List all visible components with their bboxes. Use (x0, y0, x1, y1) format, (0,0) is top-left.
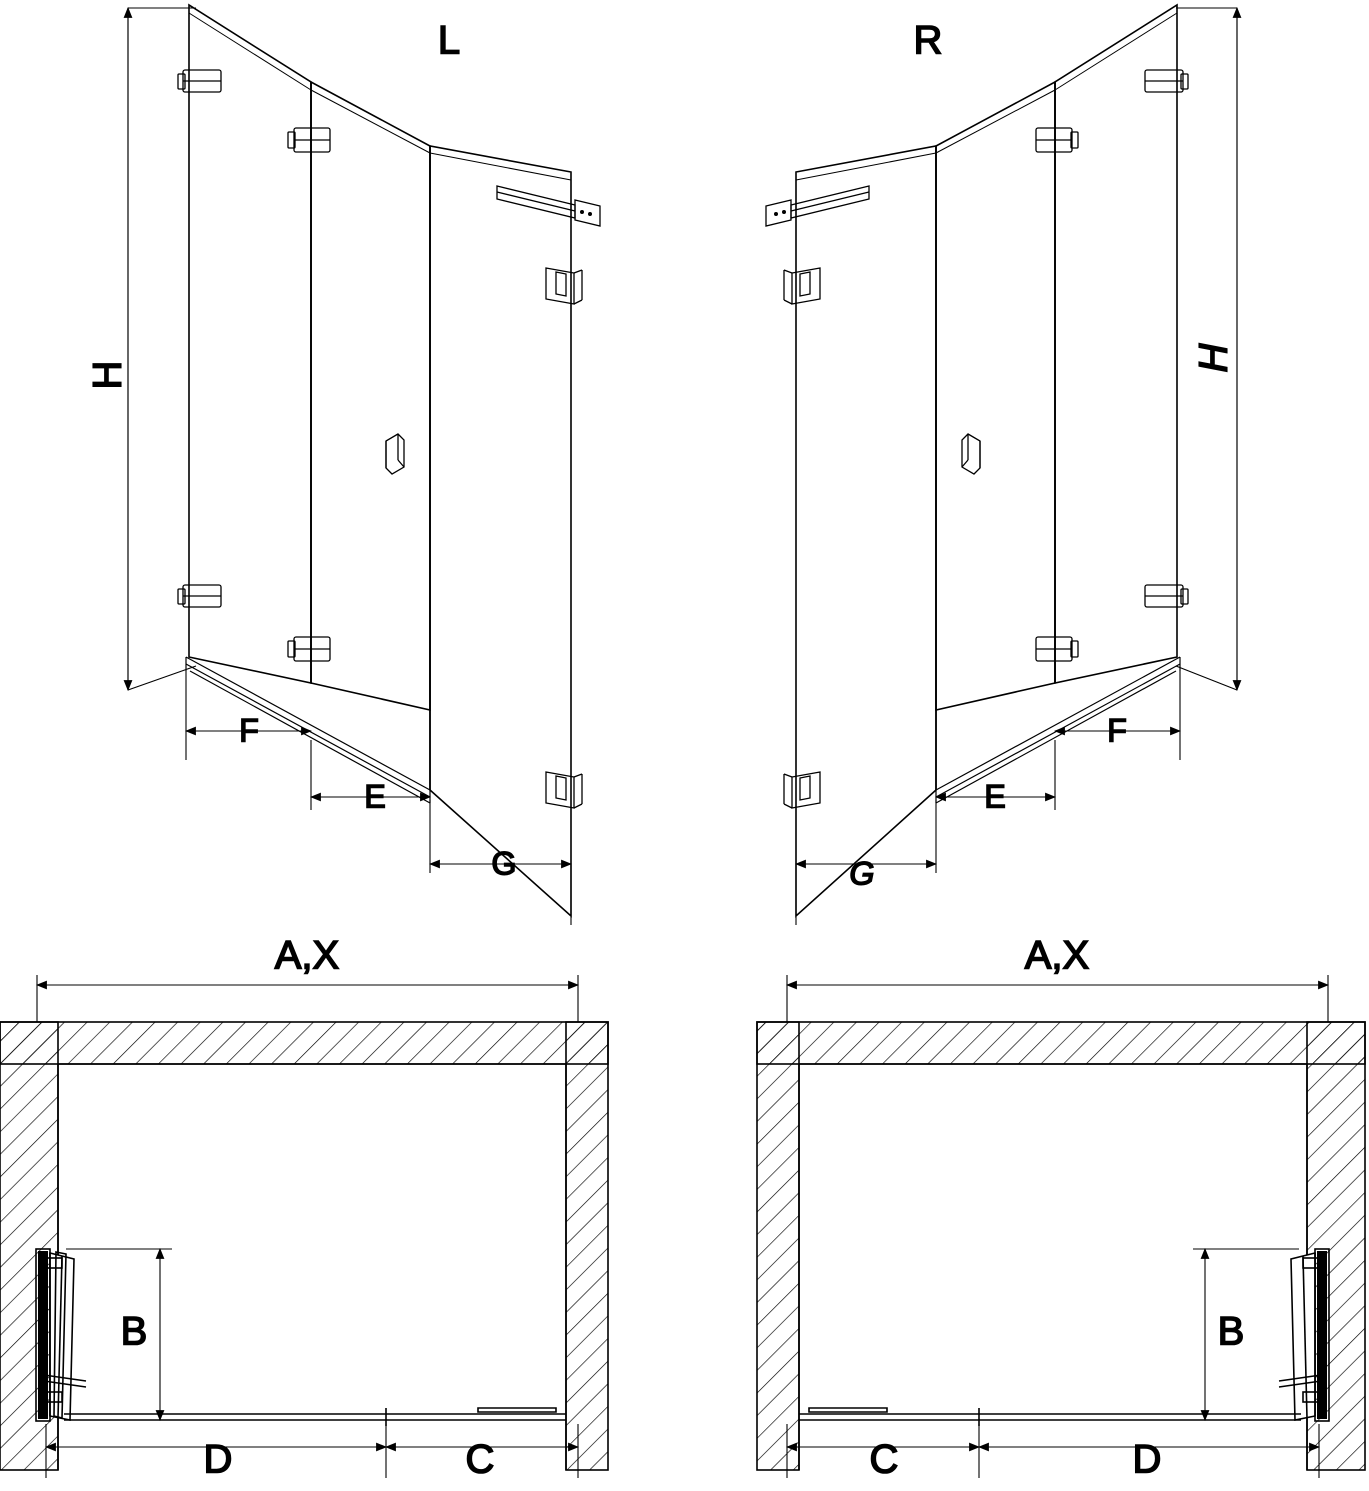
hinge-bottom-middle-r (1036, 637, 1078, 661)
plan-right-label-D: D (1132, 1437, 1162, 1482)
elevation-right-variant-label: R (913, 18, 943, 63)
stabilizer-bar (497, 186, 600, 226)
plan-right-width-label: A,X (1024, 933, 1090, 978)
elevation-left-height-label: H (85, 360, 130, 390)
bottom-rail (186, 657, 430, 803)
plan-left-bottom-dimensions (46, 1424, 578, 1478)
plan-left-door-leaves (36, 1249, 386, 1421)
wall-bracket-bottom-right (546, 772, 582, 808)
plan-right-bottom-dimensions (787, 1424, 1319, 1478)
hinge-bottom-middle (288, 637, 330, 661)
elevation-left-label-E: E (364, 778, 386, 815)
elevation-right-label-F: F (1107, 712, 1127, 749)
plan-left-label-C: C (465, 1437, 495, 1482)
plan-right-view (757, 934, 1365, 1482)
plan-left-depth-dimension (66, 1249, 172, 1420)
plan-right-depth-dimension (1193, 1249, 1299, 1420)
glass-panel-1-r (1055, 5, 1177, 683)
height-dimension-left (128, 8, 196, 690)
plan-left-label-D: D (203, 1437, 233, 1482)
elevation-left-view (86, 5, 600, 925)
bottom-rail-r (936, 657, 1180, 803)
plan-left-width-dimension (37, 975, 578, 1022)
door-knob-icon (386, 434, 404, 474)
glass-panel-2-r (936, 82, 1055, 710)
elevation-left-label-G: G (491, 845, 517, 882)
hinge-top-left (178, 70, 221, 92)
glass-panel-1 (189, 5, 311, 683)
plan-right-depth-label: B (1217, 1309, 1245, 1354)
wall-bracket-top-left-r (784, 268, 820, 304)
elevation-left-label-F: F (239, 712, 259, 749)
elevation-right-label-G: G (849, 855, 875, 892)
hinge-bottom-right (1145, 585, 1188, 607)
wall-bracket-top-right (546, 268, 582, 304)
hinge-bottom-left (178, 585, 221, 607)
hinge-top-middle-r (1036, 128, 1078, 152)
glass-panel-2 (311, 82, 430, 710)
glass-panel-3-door (430, 146, 571, 916)
stabilizer-bar-r (766, 186, 869, 226)
wall-bracket-bottom-left-r (784, 772, 820, 808)
door-knob-icon-r (962, 434, 980, 474)
plan-left-width-label: A,X (274, 933, 340, 978)
plan-left-depth-label: B (120, 1309, 148, 1354)
elevation-left-variant-label: L (437, 18, 461, 63)
glass-panel-3-door-r (796, 146, 936, 916)
plan-left-view (0, 934, 608, 1482)
plan-right-fixed-panel (799, 1408, 979, 1426)
hinge-top-right (1145, 70, 1188, 92)
wall-hatching-left (0, 1022, 608, 1470)
plan-left-fixed-panel (386, 1408, 566, 1426)
elevation-right-height-label: H (1191, 343, 1236, 373)
elevation-right-label-E: E (984, 778, 1006, 815)
wall-hatching-right (757, 1022, 1365, 1470)
plan-right-width-dimension (787, 975, 1328, 1022)
plan-right-door-leaves (979, 1249, 1329, 1421)
hinge-top-middle (288, 128, 330, 152)
elevation-right-view (766, 5, 1237, 925)
plan-right-label-C: C (869, 1437, 899, 1482)
